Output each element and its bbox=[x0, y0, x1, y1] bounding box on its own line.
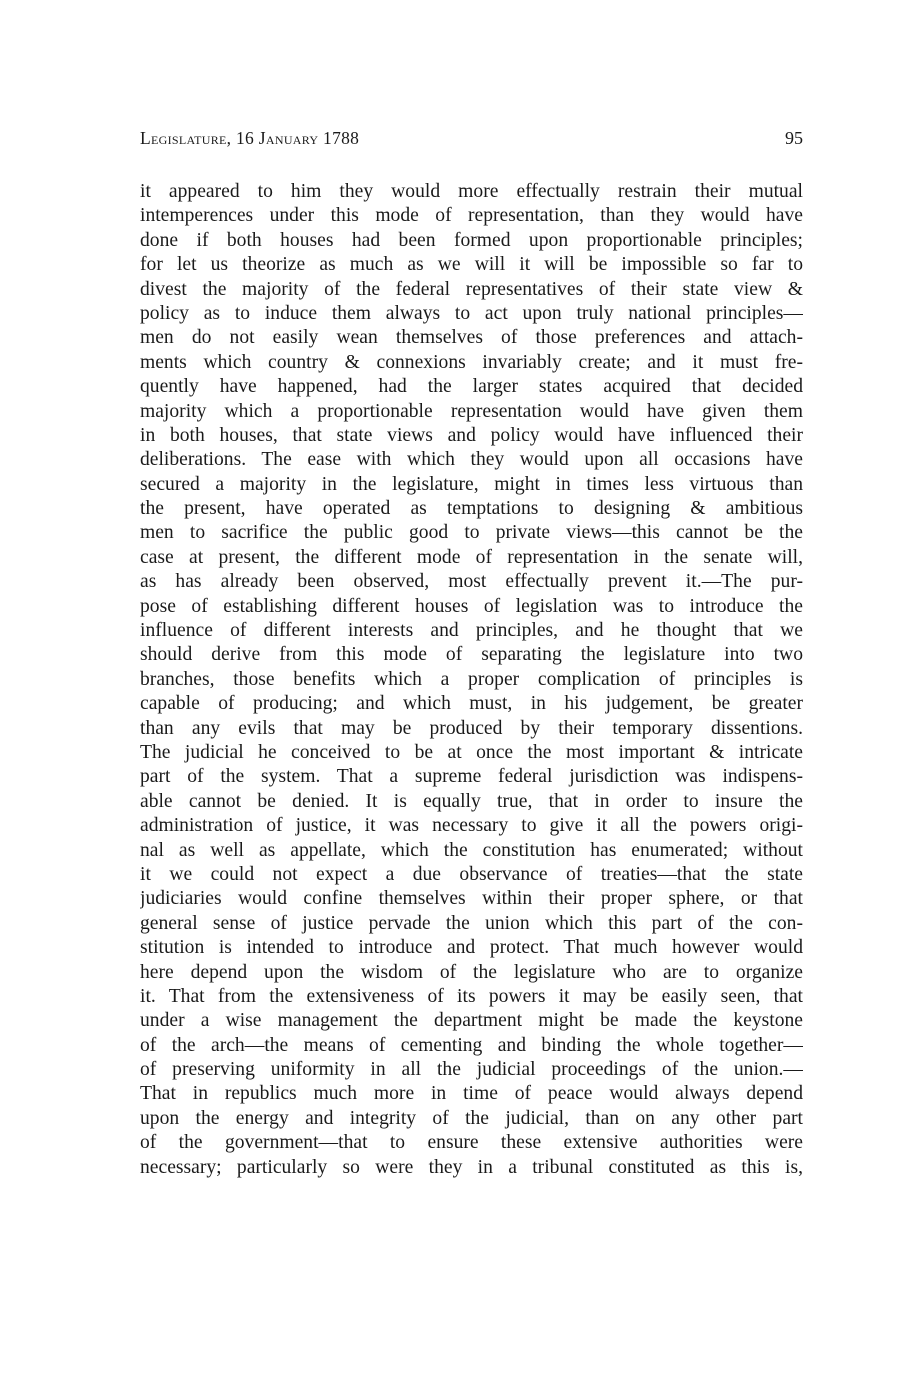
text-line: deliberations. The ease with which they would upon all occasions have bbox=[140, 449, 803, 471]
text-line: necessary; particularly so were they in a tribunal constituted as this is, bbox=[140, 1156, 803, 1178]
text-line: men to sacrifice the public good to private views—this cannot be the bbox=[140, 522, 803, 544]
page-number: 95 bbox=[785, 128, 803, 148]
text-line: upon the energy and integrity of the judicial, than on any other part bbox=[140, 1107, 803, 1129]
text-line: of the arch—the means of cementing and binding the whole together— bbox=[140, 1034, 803, 1056]
text-line: secured a majority in the legislature, might in times less virtuous than bbox=[140, 473, 803, 495]
text-line: majority which a proportionable representation would have given them bbox=[140, 400, 803, 422]
text-line: administration of justice, it was necessary to give it all the powers origi- bbox=[140, 815, 803, 837]
text-line: judiciaries would confine themselves within their proper sphere, or that bbox=[140, 888, 803, 910]
running-head bbox=[140, 128, 803, 156]
running-head-title: Legislature, 16 January 1788 bbox=[140, 128, 360, 148]
text-line: it appeared to him they would more effectually restrain their mutual bbox=[140, 181, 803, 202]
text-line: for let us theorize as much as we will it will be impossible so far to bbox=[140, 254, 803, 276]
text-line: stitution is intended to introduce and protect. That much however would bbox=[140, 937, 803, 959]
text-line: should derive from this mode of separating the legislature into two bbox=[140, 644, 803, 666]
text-line: in both houses, that state views and policy would have influenced their bbox=[140, 424, 803, 446]
text-line: divest the majority of the federal representatives of their state view & bbox=[140, 278, 803, 300]
text-line: done if both houses had been formed upon proportionable principles; bbox=[140, 229, 803, 251]
text-line: the present, have operated as temptations to designing & ambitious bbox=[140, 498, 803, 520]
text-line: ments which country & connexions invariably create; and it must fre- bbox=[140, 351, 803, 373]
text-line: of preserving uniformity in all the judicial proceedings of the union.— bbox=[140, 1059, 803, 1081]
text-line: than any evils that may be produced by their temporary dissentions. bbox=[140, 717, 803, 739]
text-line: under a wise management the department might be made the keystone bbox=[140, 1010, 803, 1032]
page bbox=[140, 128, 803, 1180]
text-line: branches, those benefits which a proper complication of principles is bbox=[140, 668, 803, 690]
text-line: general sense of justice pervade the union which this part of the con- bbox=[140, 912, 803, 934]
text-line: it we could not expect a due observance of treaties—that the state bbox=[140, 863, 803, 885]
body-text bbox=[140, 180, 803, 1180]
text-line: as has already been observed, most effectually prevent it.—The pur- bbox=[140, 571, 803, 593]
text-line: able cannot be denied. It is equally true, that in order to insure the bbox=[140, 790, 803, 812]
text-line: men do not easily wean themselves of those preferences and attach- bbox=[140, 327, 803, 349]
text-line: of the government—that to ensure these extensive authorities were bbox=[140, 1132, 803, 1154]
text-line: case at present, the different mode of representation in the senate will, bbox=[140, 546, 803, 568]
text-line: quently have happened, had the larger states acquired that decided bbox=[140, 376, 803, 398]
text-line: intemperences under this mode of representation, than they would have bbox=[140, 205, 803, 227]
text-line: nal as well as appellate, which the constitution has enumerated; without bbox=[140, 839, 803, 861]
text-line: The judicial he conceived to be at once the most important & intricate bbox=[140, 741, 803, 763]
text-line: pose of establishing different houses of legislation was to introduce the bbox=[140, 595, 803, 617]
text-line: That in republics much more in time of peace would always depend bbox=[140, 1083, 803, 1105]
text-line: here depend upon the wisdom of the legislature who are to organize bbox=[140, 961, 803, 983]
text-line: influence of different interests and principles, and he thought that we bbox=[140, 620, 803, 642]
text-line: capable of producing; and which must, in his judgement, be greater bbox=[140, 693, 803, 715]
text-line: it. That from the extensiveness of its powers it may be easily seen, that bbox=[140, 985, 803, 1007]
text-line: policy as to induce them always to act upon truly national principles— bbox=[140, 302, 803, 324]
text-line: part of the system. That a supreme federal jurisdiction was indispens- bbox=[140, 766, 803, 788]
